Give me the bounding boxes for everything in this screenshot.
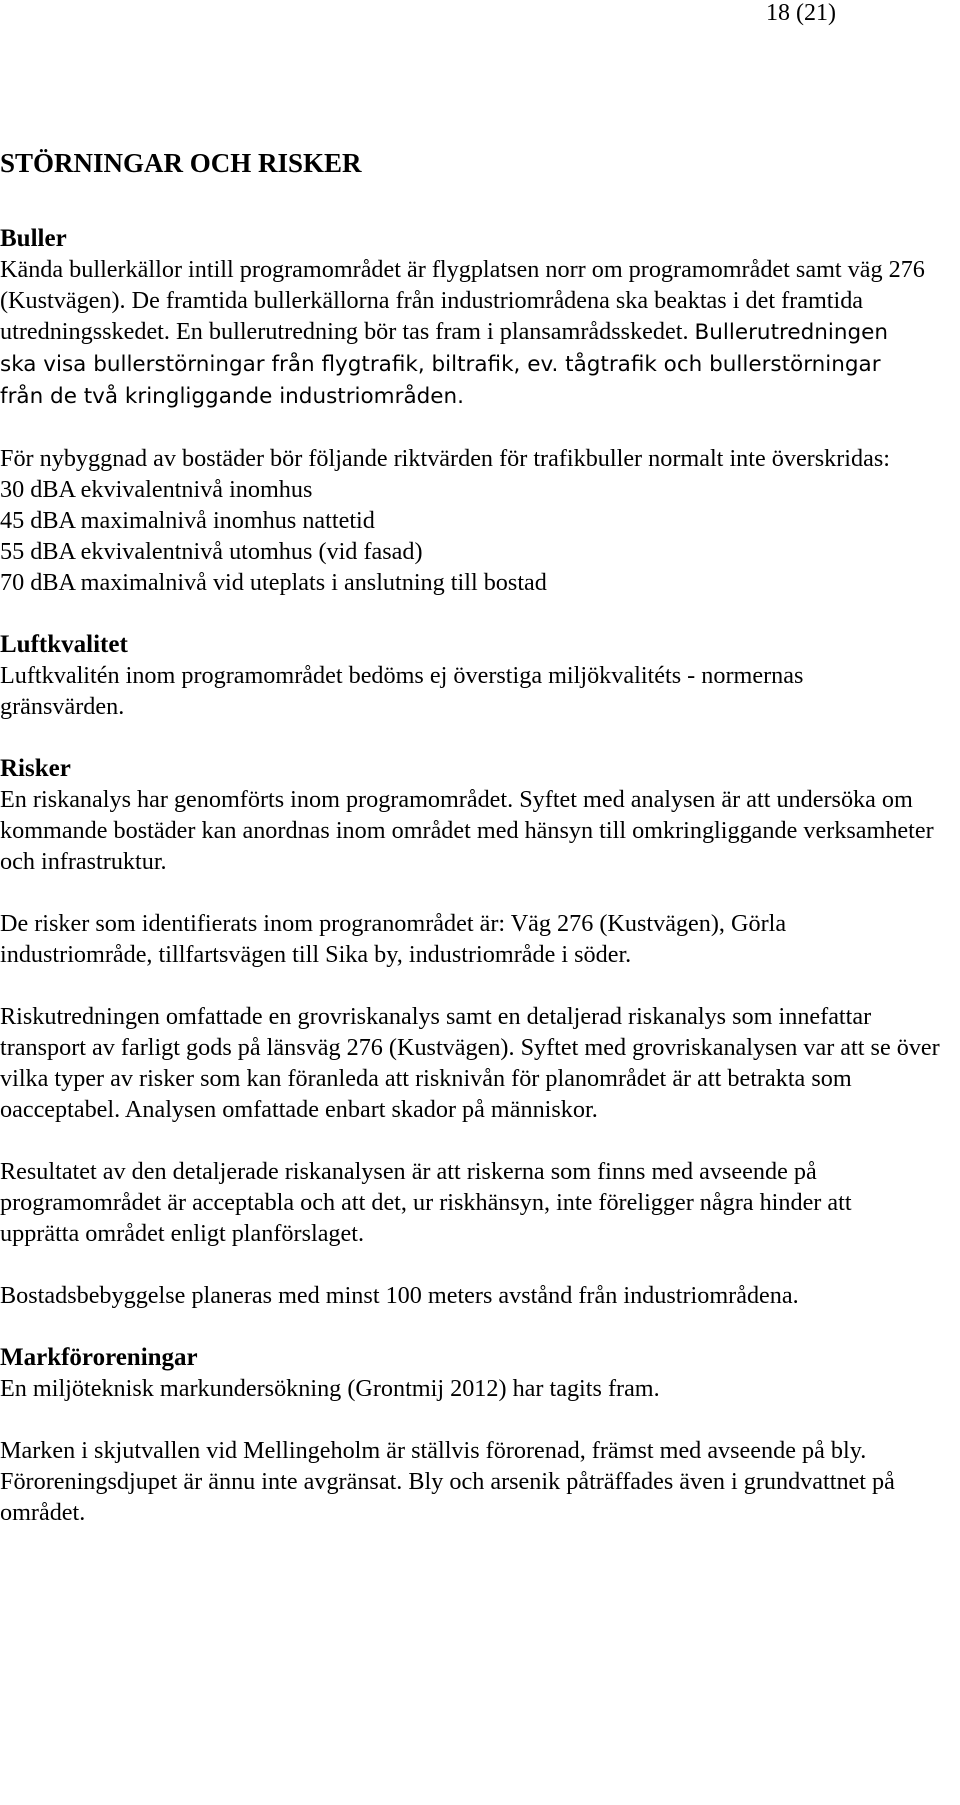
section-markfororeningar [0, 1342, 956, 1528]
page-number: 18 (21) [766, 0, 836, 26]
section-risker [0, 753, 956, 1311]
luftkvalitet-paragraph: Luftkvalitén inom programområdet bedöms ej överstiga miljökvalitéts - normernas gränsvärden. [0, 662, 804, 720]
markfororeningar-heading: Markföroreningar [0, 1344, 198, 1371]
risker-paragraph: De risker som identifierats inom progranområdet är: Väg 276 (Kustvägen), Görla industriområde, tillfartsvägen till Sika by, industriområde i söder. [0, 910, 787, 968]
markfororeningar-paragraph: Marken i skjutvallen vid Mellingeholm är ställvis förorenad, främst med avseende på bly. Föroreningsdjupet är ännu inte avgränsat. Bly och arsenik påträffades även i grundvattnet på området. [0, 1437, 895, 1526]
section-buller [0, 223, 956, 598]
buller-text-sans: Bullerutredningen ska visa bullerstörningar från flygtrafik, biltrafik, ev. tågtrafik och bullerstörningar från de två kringliggande industriområden. [0, 320, 888, 409]
riktvarde-item: 70 dBA maximalnivå vid uteplats i anslutning till bostad [0, 569, 547, 596]
riktvarde-item: 30 dBA ekvivalentnivå inomhus [0, 476, 313, 503]
risker-paragraph: En riskanalys har genomförts inom programområdet. Syftet med analysen är att undersöka om kommande bostäder kan anordnas inom området med hänsyn till omkringliggande verksamheter och infrastruktur. [0, 786, 934, 875]
buller-paragraph [0, 254, 925, 412]
buller-text-serif: Kända bullerkällor intill programområdet är flygplatsen norr om programområdet samt väg 276 (Kustvägen). De framtida bullerkällorna från industriområdena ska beaktas i det framtida utredningsskedet. En bullerutredning bör tas fram i plansamrådsskedet. [0, 256, 925, 345]
risker-paragraph: Resultatet av den detaljerade riskanalysen är att riskerna som finns med avseende på programområdet är acceptabla och att det, ur riskhänsyn, inte föreligger några hinder att upprätta området enligt planförslaget. [0, 1158, 852, 1247]
riktvarde-item: 45 dBA maximalnivå inomhus nattetid [0, 507, 375, 534]
riktvarde-item: 55 dBA ekvivalentnivå utomhus (vid fasad) [0, 538, 423, 565]
luftkvalitet-heading: Luftkvalitet [0, 631, 128, 658]
riktvarden-list [0, 474, 956, 598]
markfororeningar-paragraph: En miljöteknisk markundersökning (Grontmij 2012) har tagits fram. [0, 1375, 660, 1402]
buller-heading: Buller [0, 225, 67, 252]
riktvarden-intro: För nybyggnad av bostäder bör följande riktvärden för trafikbuller normalt inte överskridas: [0, 445, 890, 472]
risker-heading: Risker [0, 755, 71, 782]
risker-paragraph: Riskutredningen omfattade en grovriskanalys samt en detaljerad riskanalys som innefattar transport av farligt gods på länsväg 276 (Kustvägen). Syftet med grovriskanalysen var att se över vilka typer av risker som kan föranleda att risknivån för planområdet är att betrakta som oacceptabel. Analysen omfattade enbart skador på människor. [0, 1003, 940, 1123]
section-luftkvalitet [0, 629, 956, 722]
main-heading: STÖRNINGAR OCH RISKER [0, 148, 362, 178]
risker-paragraph: Bostadsbebyggelse planeras med minst 100 meters avstånd från industriområdena. [0, 1282, 799, 1309]
document-body [0, 146, 956, 1528]
